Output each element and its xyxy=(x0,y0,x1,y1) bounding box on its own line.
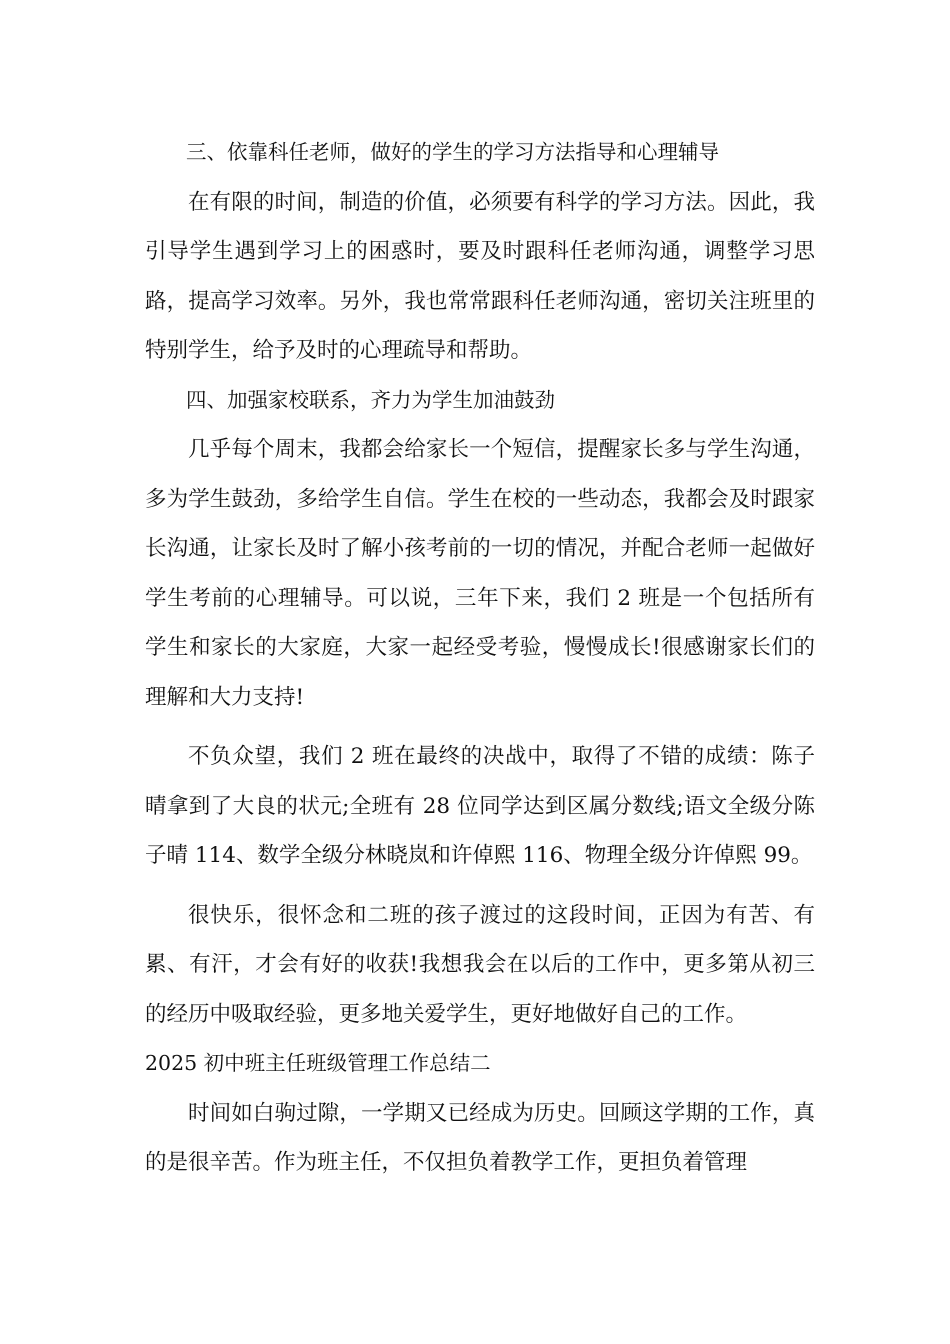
paragraph-results: 不负众望，我们 2 班在最终的决战中，取得了不错的成绩：陈子晴拿到了大良的状元;全班有 28 位同学达到区属分数线;语文全级分陈子晴 114、数学全级分林晓岚和许倬熙 116、物理全级分许倬熙 99。 xyxy=(145,744,815,868)
paragraph-reflection: 很快乐，很怀念和二班的孩子渡过的这段时间，正因为有苦、有累、有汗，才会有好的收获!我想我会在以后的工作中，更多第从初三的经历中吸取经验，更多地关爱学生，更好地做好自己的工作。 xyxy=(145,902,815,1027)
paragraph-home-school: 几乎每个周末，我都会给家长一个短信，提醒家长多与学生沟通，多为学生鼓劲，多给学生自信。学生在校的一些动态，我都会及时跟家长沟通，让家长及时了解小孩考前的一切的情况，并配合老师一起做好学生考前的心理辅导。可以说，三年下来，我们 2 班是一个包括所有学生和家长的大家庭，大家一起经受考验，慢慢成长!很感谢家长们的理解和大力支持! xyxy=(145,437,815,710)
section-heading-4: 四、加强家校联系，齐力为学生加油鼓劲 xyxy=(186,387,555,412)
document-page xyxy=(145,128,815,1188)
paragraph-study-methods: 在有限的时间，制造的价值，必须要有科学的学习方法。因此，我引导学生遇到学习上的困惑时，要及时跟科任老师沟通，调整学习思路，提高学习效率。另外，我也常常跟科任老师沟通，密切关注班里的特别学生，给予及时的心理疏导和帮助。 xyxy=(145,189,815,363)
paragraph-intro-two: 时间如白驹过隙，一学期又已经成为历史。回顾这学期的工作，真的是很辛苦。作为班主任，不仅担负着教学工作，更担负着管理 xyxy=(145,1100,815,1175)
section-heading-3: 三、依靠科任老师，做好的学生的学习方法指导和心理辅导 xyxy=(186,140,719,164)
section-title-two: 2025 初中班主任班级管理工作总结二 xyxy=(145,1051,491,1075)
